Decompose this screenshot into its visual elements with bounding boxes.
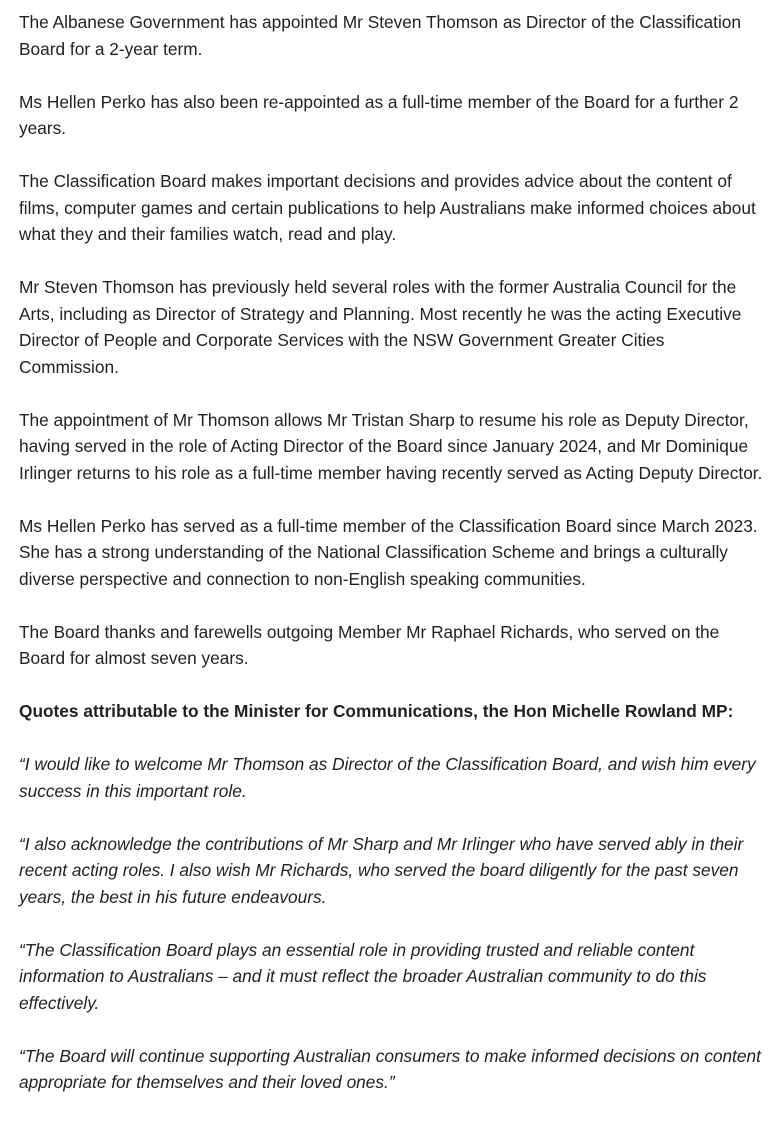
paragraph-sharp-irlinger: The appointment of Mr Thomson allows Mr Tristan Sharp to resume his role as Deputy Director, having served in the role of Acting Director of the Board since January 2024, and Mr Dominique Irlinger returns to his role as a full-time member having recently served as Acting Deputy Director. bbox=[19, 409, 763, 483]
quote-consumers: “The Board will continue supporting Australian consumers to make informed decisions on content appropriate for themselves and their loved ones.” bbox=[19, 1045, 761, 1092]
paragraph-perko-background: Ms Hellen Perko has served as a full-time member of the Classification Board since March 2023. She has a strong understanding of the National Classification Scheme and brings a culturally diverse perspective and connection to non-English speaking communities. bbox=[19, 515, 758, 589]
quote-acknowledgement: “I also acknowledge the contributions of Mr Sharp and Mr Irlinger who have served ably in their recent acting roles. I also wish Mr Richards, who served the board diligently for the past seven years, the best in his future endeavours. bbox=[19, 833, 744, 907]
quote-board-role: “The Classification Board plays an essential role in providing trusted and reliable content information to Australians – and it must reflect the broader Australian community to do this effectively. bbox=[19, 939, 707, 1013]
paragraph-appointment-director: The Albanese Government has appointed Mr Steven Thomson as Director of the Classification Board for a 2-year term. bbox=[19, 12, 742, 59]
quotes-heading: Quotes attributable to the Minister for Communications, the Hon Michelle Rowland MP: bbox=[19, 701, 734, 721]
paragraph-thomson-background: Mr Steven Thomson has previously held several roles with the former Australia Council for the Arts, including as Director of Strategy and Planning. Most recently he was the acting Executive Director of People and Corporate Services with the NSW Government Greater Cities Commission. bbox=[19, 277, 742, 377]
paragraph-reappointment-perko: Ms Hellen Perko has also been re-appointed as a full-time member of the Board for a further 2 years. bbox=[19, 91, 739, 138]
paragraph-board-role: The Classification Board makes important decisions and provides advice about the content of films, computer games and certain publications to help Australians make informed choices about what they and their families watch, read and play. bbox=[19, 171, 756, 244]
quote-welcome: “I would like to welcome Mr Thomson as Director of the Classification Board, and wish him every success in this important role. bbox=[19, 754, 756, 801]
paragraph-richards-farewell: The Board thanks and farewells outgoing Member Mr Raphael Richards, who served on the Board for almost seven years. bbox=[19, 621, 720, 668]
